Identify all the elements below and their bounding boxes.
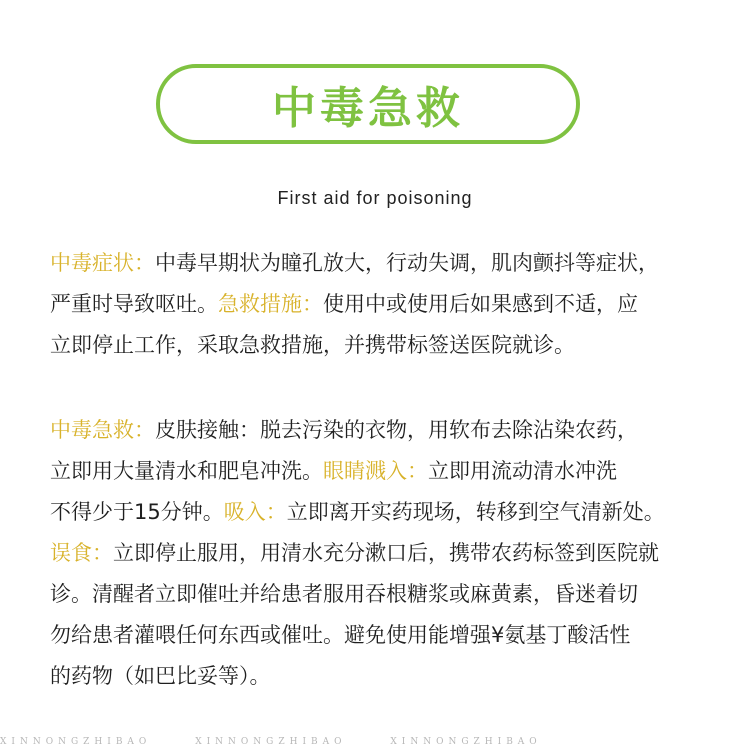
paragraph-line [50,451,716,492]
paragraph-text: 立即离开实药现场，转移到空气清新处。 [286,500,665,524]
first-aid-measures-label: 急救措施： [218,292,323,316]
paragraph-text: 立即停止工作，采取急救措施，并携带标签送医院就诊。 [50,333,575,357]
paragraph-line [50,492,716,533]
paragraph-line [50,656,716,697]
paragraph-line [50,325,716,366]
page-title: 中毒急救 [272,83,464,134]
paragraph-text: 勿给患者灌喂任何东西或催吐。避免使用能增强¥氨基丁酸活性 [50,623,631,647]
inhalation-label: 吸入： [223,500,287,524]
paragraph-line [50,284,716,325]
symptoms-paragraph [50,243,716,366]
ingestion-label: 误食： [50,541,113,565]
paragraph-text: 中毒早期状为瞳孔放大，行动失调，肌肉颤抖等症状， [155,251,659,275]
first-aid-paragraph [50,410,716,697]
eye-contact-label: 眼睛溅入： [323,459,428,483]
symptoms-label: 中毒症状： [50,251,155,275]
paragraph-line [50,574,716,615]
paragraph-text: 立即用大量清水和肥皂冲洗。 [50,459,323,483]
footer-brand-text: XINNONGZHIBAO [0,737,152,747]
paragraph-text: 皮肤接触：脱去污染的衣物，用软布去除沾染农药， [155,418,638,442]
title-banner [156,64,580,144]
paragraph-line [50,533,716,574]
page-subtitle: First aid for poisoning [277,188,473,208]
paragraph-line [50,410,716,451]
paragraph-line [50,615,716,656]
paragraph-text: 立即用流动清水冲洗 [428,459,617,483]
footer-brand-text: XINNONGZHIBAO [390,737,542,747]
footer-watermark [0,737,750,747]
paragraph-text: 不得少于15分钟。 [50,500,224,524]
poisoning-first-aid-label: 中毒急救： [50,418,155,442]
footer-brand-text: XINNONGZHIBAO [195,737,347,747]
paragraph-text: 使用中或使用后如果感到不适，应 [323,292,638,316]
paragraph-text: 的药物（如巴比妥等）。 [50,664,271,688]
paragraph-line [50,243,716,284]
paragraph-text: 严重时导致呕吐。 [50,292,218,316]
paragraph-text: 立即停止服用，用清水充分漱口后，携带农药标签到医院就 [113,541,659,565]
paragraph-text: 诊。清醒者立即催吐并给患者服用吞根糖浆或麻黄素，昏迷着切 [50,582,638,606]
